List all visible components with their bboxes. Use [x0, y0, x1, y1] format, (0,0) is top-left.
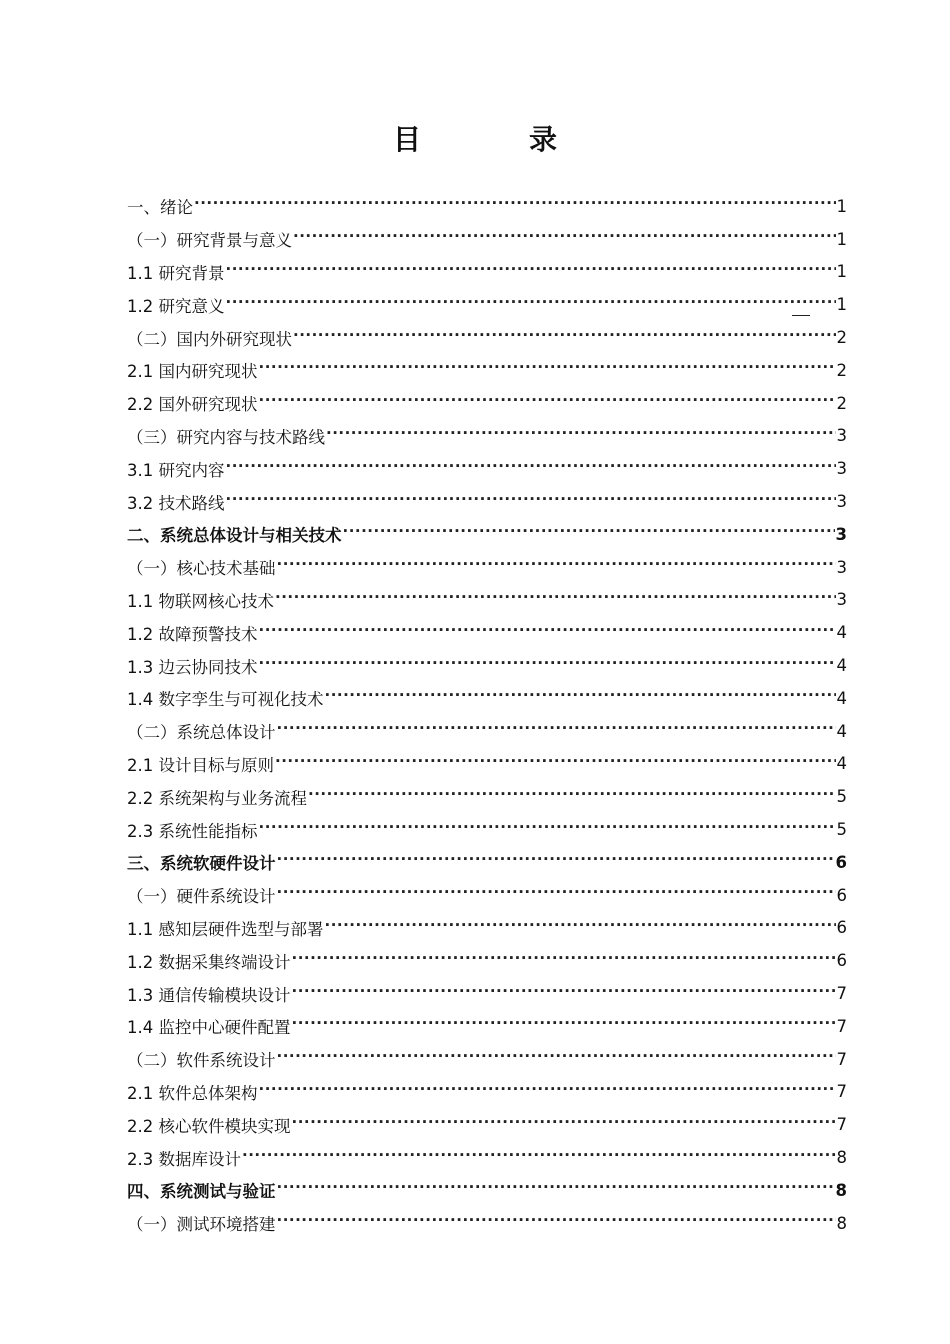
- toc-dot-leader: [277, 1049, 836, 1069]
- toc-entry[interactable]: [127, 485, 847, 518]
- toc-entry-label: 2.2 核心软件模块实现: [127, 1116, 291, 1136]
- toc-dot-leader: [226, 295, 836, 315]
- toc-dot-leader: [308, 787, 836, 807]
- toc-entry-label: 1.4 数字孪生与可视化技术: [127, 690, 324, 710]
- toc-dot-leader: [226, 262, 836, 282]
- toc-entry-page-number: 3: [836, 590, 847, 610]
- toc-entry-page-number: 1: [836, 229, 847, 249]
- toc-entry-label: （二）国内外研究现状: [127, 329, 292, 349]
- toc-entry-label: （三）研究内容与技术路线: [127, 427, 325, 447]
- toc-entry-page-number: 1: [836, 262, 847, 282]
- toc-entry[interactable]: [127, 288, 847, 321]
- toc-entry[interactable]: [127, 715, 847, 748]
- toc-entry-page-number: 7: [836, 1082, 847, 1102]
- toc-entry[interactable]: [127, 780, 847, 813]
- toc-entry[interactable]: [127, 944, 847, 977]
- toc-entry[interactable]: [127, 616, 847, 649]
- toc-entry-label: 1.1 物联网核心技术: [127, 591, 274, 611]
- toc-dot-leader: [292, 1115, 836, 1135]
- toc-entry-label: 一、绪论: [127, 198, 193, 218]
- toc-entry-page-number: 7: [836, 1115, 847, 1135]
- toc-dot-leader: [277, 1180, 835, 1200]
- toc-entry-page-number: 4: [836, 623, 847, 643]
- toc-entry-page-number: 4: [836, 721, 847, 741]
- toc-dot-leader: [277, 557, 836, 577]
- toc-entry-label: （二）软件系统设计: [127, 1051, 276, 1071]
- toc-entry-label: （一）核心技术基础: [127, 559, 276, 579]
- toc-entry[interactable]: [127, 518, 847, 551]
- toc-entry[interactable]: [127, 912, 847, 945]
- toc-entry-page-number: 7: [836, 984, 847, 1004]
- toc-dot-leader: [259, 656, 836, 676]
- toc-entry[interactable]: [127, 1207, 847, 1240]
- toc-dot-leader: [275, 754, 836, 774]
- toc-entry-page-number: 6: [836, 918, 847, 938]
- toc-dot-leader: [226, 492, 836, 512]
- toc-dot-leader: [325, 688, 836, 708]
- toc-entry[interactable]: [127, 223, 847, 256]
- toc-dot-leader: [326, 426, 836, 446]
- toc-dot-leader: [292, 1016, 836, 1036]
- page-title: 目 录: [392, 123, 597, 156]
- toc-entry-label: 3.1 研究内容: [127, 460, 225, 480]
- toc-entry-label: 2.3 系统性能指标: [127, 821, 258, 841]
- toc-entry-page-number: 3: [836, 459, 847, 479]
- toc-entry[interactable]: [127, 1076, 847, 1109]
- toc-dot-leader: [277, 885, 836, 905]
- toc-entry-page-number: 1: [836, 196, 847, 216]
- toc-entry[interactable]: [127, 256, 847, 289]
- toc-entry-page-number: 2: [836, 393, 847, 413]
- toc-entry-label: 四、系统测试与验证: [127, 1182, 276, 1202]
- toc-entry-label: 1.1 感知层硬件选型与部署: [127, 919, 324, 939]
- toc-entry[interactable]: [127, 452, 847, 485]
- toc-dot-leader: [325, 918, 836, 938]
- toc-entry-label: 1.1 研究背景: [127, 263, 225, 283]
- toc-entry-page-number: 4: [836, 656, 847, 676]
- toc-dot-leader: [277, 1213, 836, 1233]
- toc-entry[interactable]: [127, 584, 847, 617]
- toc-entry-label: 2.1 国内研究现状: [127, 362, 258, 382]
- toc-entry-page-number: 6: [836, 885, 847, 905]
- toc-entry-page-number: 6: [835, 852, 847, 872]
- toc-dot-leader: [259, 393, 836, 413]
- toc-entry-label: 1.4 监控中心硬件配置: [127, 1018, 291, 1038]
- table-of-contents: [127, 190, 847, 1240]
- toc-entry-label: （一）测试环境搭建: [127, 1215, 276, 1235]
- toc-entry-label: 二、系统总体设计与相关技术: [127, 526, 342, 546]
- toc-entry-label: 1.3 边云协同技术: [127, 657, 258, 677]
- toc-entry[interactable]: [127, 1141, 847, 1174]
- toc-entry-page-number: 8: [836, 1213, 847, 1233]
- toc-entry-page-number: 4: [836, 688, 847, 708]
- toc-entry[interactable]: [127, 321, 847, 354]
- toc-entry[interactable]: [127, 387, 847, 420]
- toc-entry[interactable]: [127, 1010, 847, 1043]
- toc-entry-page-number: 8: [836, 1148, 847, 1167]
- toc-entry-label: 三、系统软硬件设计: [127, 854, 276, 874]
- toc-entry-page-number: 1: [836, 295, 847, 315]
- toc-dot-leader: [226, 459, 836, 479]
- toc-dot-leader: [259, 1082, 836, 1102]
- toc-entry-label: 1.2 数据采集终端设计: [127, 952, 291, 972]
- toc-dot-leader: [277, 721, 836, 741]
- toc-dot-leader: [259, 820, 836, 840]
- toc-entry-page-number: 5: [836, 787, 847, 807]
- toc-dot-leader: [277, 852, 835, 872]
- toc-dot-leader: [194, 196, 836, 216]
- toc-entry[interactable]: [127, 190, 847, 223]
- toc-entry[interactable]: [127, 649, 847, 682]
- toc-entry-label: 1.2 研究意义: [127, 296, 225, 316]
- toc-entry-page-number: 7: [836, 1049, 847, 1069]
- toc-entry-page-number: 3: [836, 557, 847, 577]
- toc-entry-label: 1.2 故障预警技术: [127, 624, 258, 644]
- toc-entry-label: 2.2 国外研究现状: [127, 395, 258, 415]
- toc-entry[interactable]: [127, 420, 847, 453]
- toc-entry-label: （二）系统总体设计: [127, 723, 276, 743]
- toc-entry[interactable]: [127, 977, 847, 1010]
- toc-entry-label: 1.3 通信传输模块设计: [127, 985, 291, 1005]
- toc-entry-page-number: 3: [836, 426, 847, 446]
- toc-entry-page-number: 6: [836, 951, 847, 971]
- toc-dot-leader: [292, 951, 836, 971]
- toc-entry[interactable]: [127, 1043, 847, 1076]
- toc-entry-page-number: 2: [836, 328, 847, 348]
- toc-entry-page-number: 4: [836, 754, 847, 774]
- toc-entry[interactable]: [127, 813, 847, 846]
- toc-entry-page-number: 3: [836, 492, 847, 512]
- toc-entry[interactable]: [127, 879, 847, 912]
- toc-dot-leader: [343, 524, 835, 544]
- toc-entry[interactable]: [127, 551, 847, 584]
- toc-entry[interactable]: [127, 682, 847, 715]
- toc-dot-leader: [292, 984, 836, 1004]
- toc-entry-label: 2.3 数据库设计: [127, 1149, 241, 1169]
- stray-underline-mark: [792, 315, 810, 316]
- toc-dot-leader: [242, 1148, 836, 1168]
- toc-dot-leader: [259, 360, 836, 380]
- toc-entry-page-number: 8: [835, 1180, 847, 1200]
- toc-entry-label: （一）硬件系统设计: [127, 887, 276, 907]
- toc-dot-leader: [275, 590, 836, 610]
- toc-entry-label: 3.2 技术路线: [127, 493, 225, 513]
- toc-dot-leader: [293, 229, 836, 249]
- toc-entry[interactable]: [127, 1174, 847, 1207]
- toc-dot-leader: [259, 623, 836, 643]
- toc-entry[interactable]: [127, 846, 847, 879]
- toc-entry[interactable]: [127, 748, 847, 781]
- toc-entry-label: 2.1 软件总体架构: [127, 1083, 258, 1103]
- toc-entry[interactable]: [127, 354, 847, 387]
- toc-entry-page-number: 7: [836, 1016, 847, 1036]
- toc-dot-leader: [293, 328, 836, 348]
- toc-entry-page-number: 3: [835, 524, 847, 544]
- toc-entry-page-number: 5: [836, 820, 847, 840]
- toc-entry[interactable]: [127, 1108, 847, 1141]
- toc-entry-label: 2.1 设计目标与原则: [127, 755, 274, 775]
- toc-entry-page-number: 2: [836, 360, 847, 380]
- toc-entry-label: （一）研究背景与意义: [127, 231, 292, 251]
- toc-entry-label: 2.2 系统架构与业务流程: [127, 788, 307, 808]
